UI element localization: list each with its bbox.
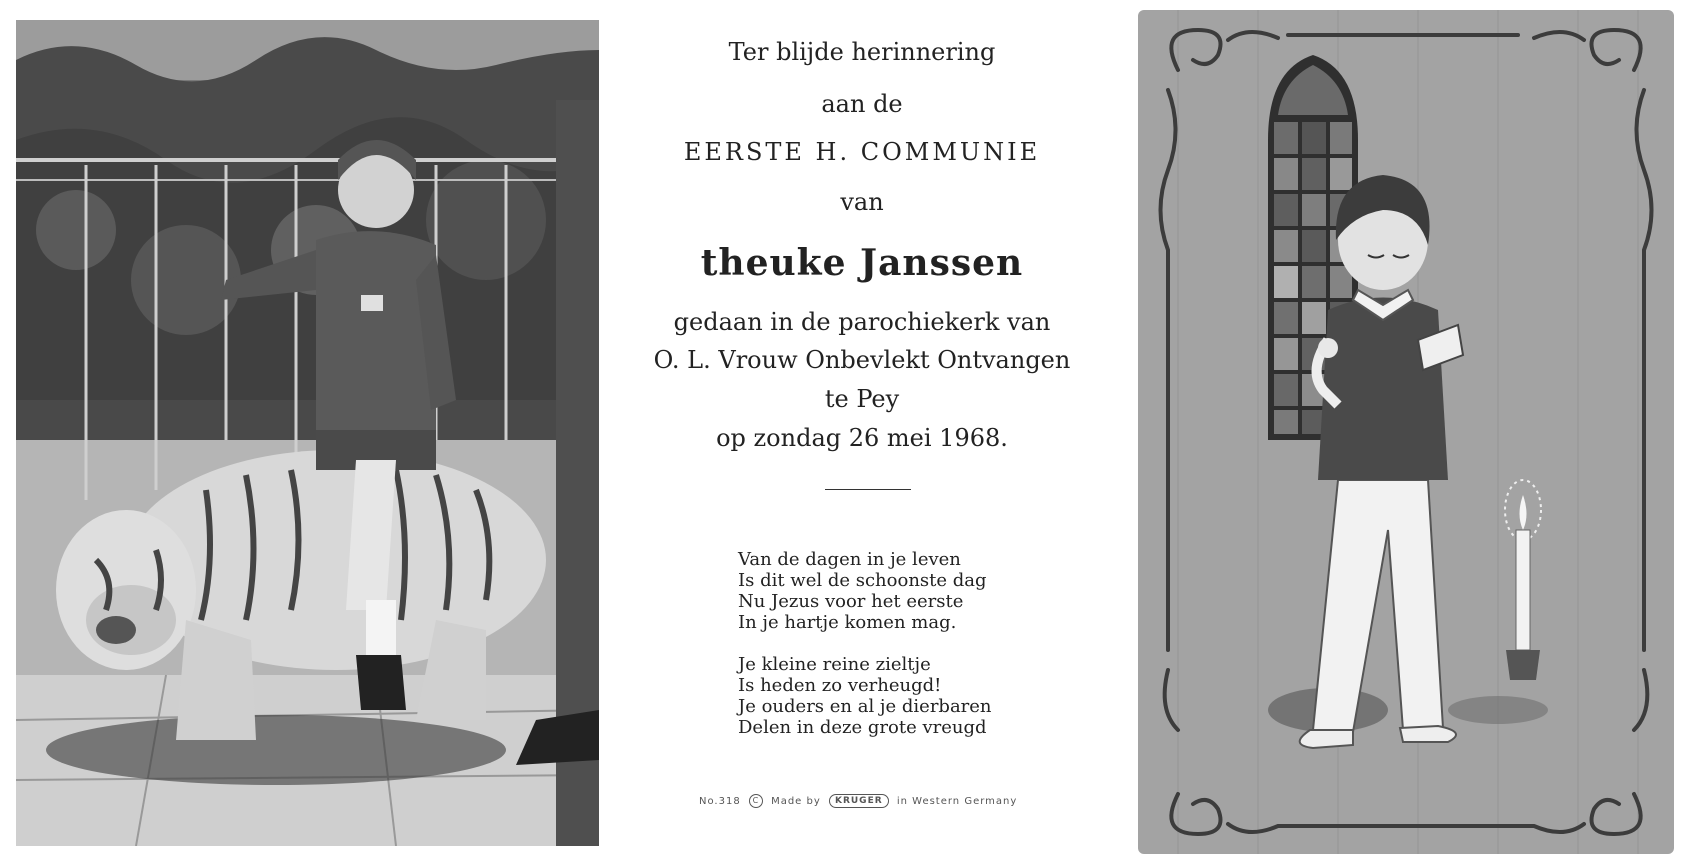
imprint-made-by: Made by — [771, 796, 821, 807]
kruger-logo: KRUGER — [829, 794, 889, 808]
verse-line: Delen in deze grote vreugd — [738, 717, 987, 738]
card-van: van — [840, 188, 884, 216]
verse-line: Je ouders en al je dierbaren — [738, 696, 992, 717]
verse-line: In je hartje komen mag. — [738, 612, 957, 633]
photo-drawing — [16, 20, 599, 846]
card-divider — [825, 489, 911, 490]
card-heading-line1: Ter blijde herinnering — [728, 38, 996, 66]
copyright-icon: C — [749, 794, 763, 808]
card-event-title: EERSTE H. COMMUNIE — [683, 138, 1041, 166]
verse-line: Is dit wel de schoonste dag — [738, 570, 987, 591]
card-date: op zondag 26 mei 1968. — [716, 424, 1008, 452]
card-imprint — [699, 794, 1017, 808]
card-place-line2: O. L. Vrouw Onbevlekt Ontvangen — [653, 346, 1071, 374]
illustration-drawing — [1138, 10, 1674, 854]
card-name: theuke Janssen — [700, 242, 1024, 284]
card-place-line1: gedaan in de parochiekerk van — [673, 308, 1051, 336]
imprint-origin: in Western Germany — [896, 796, 1018, 807]
card-place-line3: te Pey — [824, 385, 900, 413]
verse-line: Is heden zo verheugd! — [738, 675, 942, 696]
card-heading-line2: aan de — [821, 90, 903, 118]
verse-line: Je kleine reine zieltje — [738, 654, 931, 675]
verse-line: Van de dagen in je leven — [738, 549, 961, 570]
verse-line: Nu Jezus voor het eerste — [738, 591, 964, 612]
verse-stanza-1 — [738, 549, 1038, 633]
verse-stanza-2 — [738, 654, 1038, 738]
boy-on-tiger-photo — [16, 20, 599, 846]
imprint-number: No.318 — [699, 796, 741, 807]
communion-illustration — [1138, 10, 1674, 854]
communion-card-text — [612, 0, 1112, 863]
